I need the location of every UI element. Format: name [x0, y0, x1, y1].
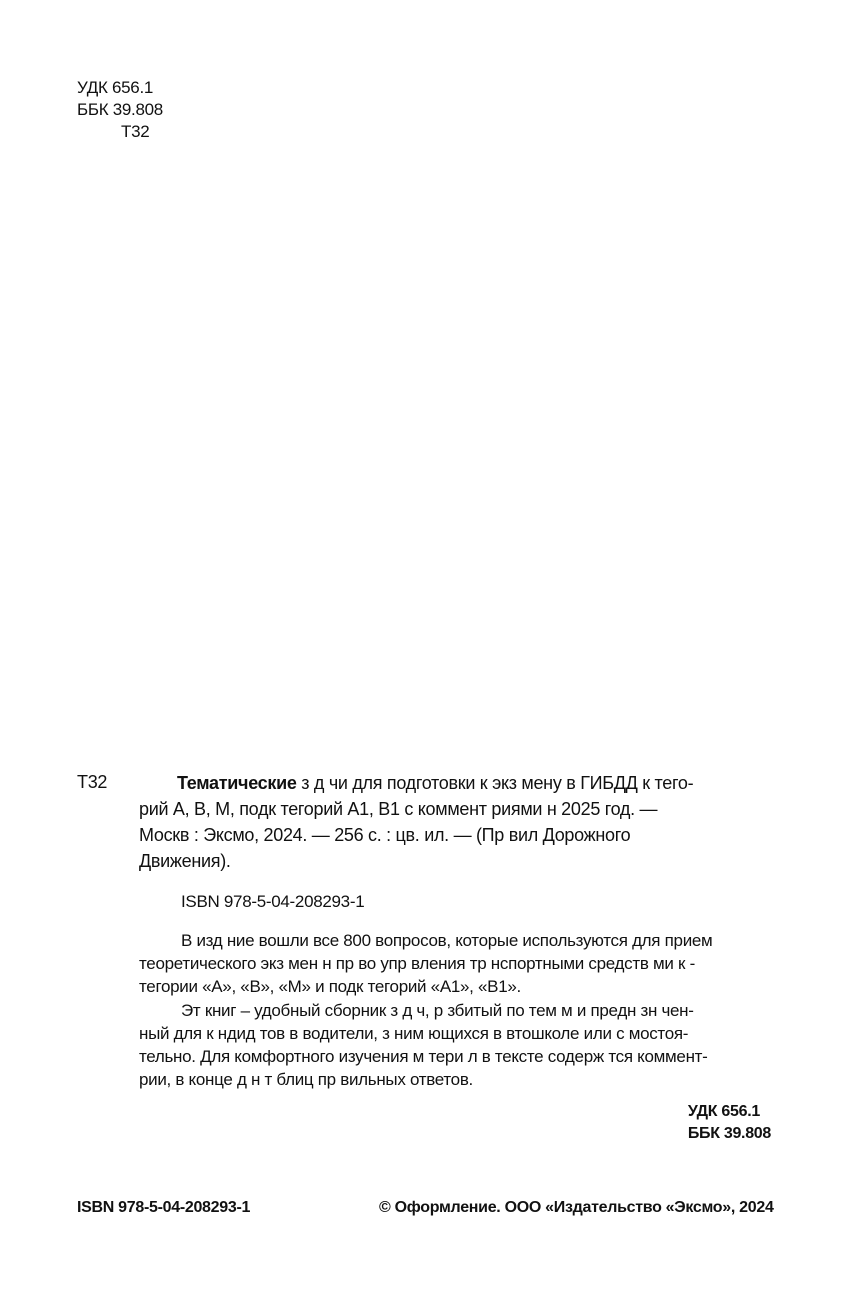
- bib-title-bold: Тематические: [177, 773, 297, 793]
- annotation-line-2: теоретического экз мен н пр во упр вления тр нспортными средств ми к -: [139, 954, 695, 974]
- isbn-line: ISBN 978-5-04-208293-1: [181, 892, 365, 911]
- top-bbk-code: ББК 39.808: [77, 100, 163, 119]
- top-classification-codes: [77, 77, 163, 143]
- annotation-line-7: рии, в конце д н т блиц пр вильных ответов.: [139, 1070, 473, 1090]
- bib-line-1-text: з д чи для подготовки к экз мену в ГИБДД к тего-: [296, 773, 694, 793]
- annotation: [139, 929, 773, 1091]
- bibliographic-record: [139, 770, 773, 874]
- bottom-udk-code: УДК 656.1: [687, 1103, 760, 1120]
- bib-line-3: Москв : Эксмо, 2024. — 256 с. : цв. ил. — (Пр вил Дорожного: [139, 825, 631, 845]
- bib-line-4: Движения).: [139, 851, 231, 871]
- footer-copyright: © Оформление. ООО «Издательство «Эксмо», 2024: [379, 1199, 774, 1216]
- annotation-line-6: тельно. Для комфортного изучения м тери л в тексте содерж тся коммент-: [139, 1047, 708, 1067]
- footer-isbn: ISBN 978-5-04-208293-1: [77, 1199, 251, 1216]
- top-author-sign: Т32: [121, 122, 150, 141]
- bib-line-2: рий А, В, М, подк тегорий А1, В1 с коммент риями н 2025 год. —: [139, 799, 658, 819]
- annotation-line-4: Эт книг – удобный сборник з д ч, р збитый по тем м и предн зн чен-: [181, 1000, 694, 1020]
- annotation-line-5: ный для к ндид тов в водители, з ним ющихся в втошколе или с мостоя-: [139, 1023, 689, 1043]
- top-udk-code: УДК 656.1: [77, 78, 154, 97]
- bib-line-1: [139, 770, 773, 796]
- annotation-line-1: В изд ние вошли все 800 вопросов, которые используются для прием: [181, 931, 713, 950]
- bottom-classification-codes: [688, 1101, 771, 1145]
- annotation-line-3: тегории «А», «В», «М» и подк тегорий «А1», «В1».: [139, 977, 521, 997]
- bottom-bbk-code: ББК 39.808: [687, 1125, 771, 1142]
- bib-author-sign: Т32: [77, 772, 108, 792]
